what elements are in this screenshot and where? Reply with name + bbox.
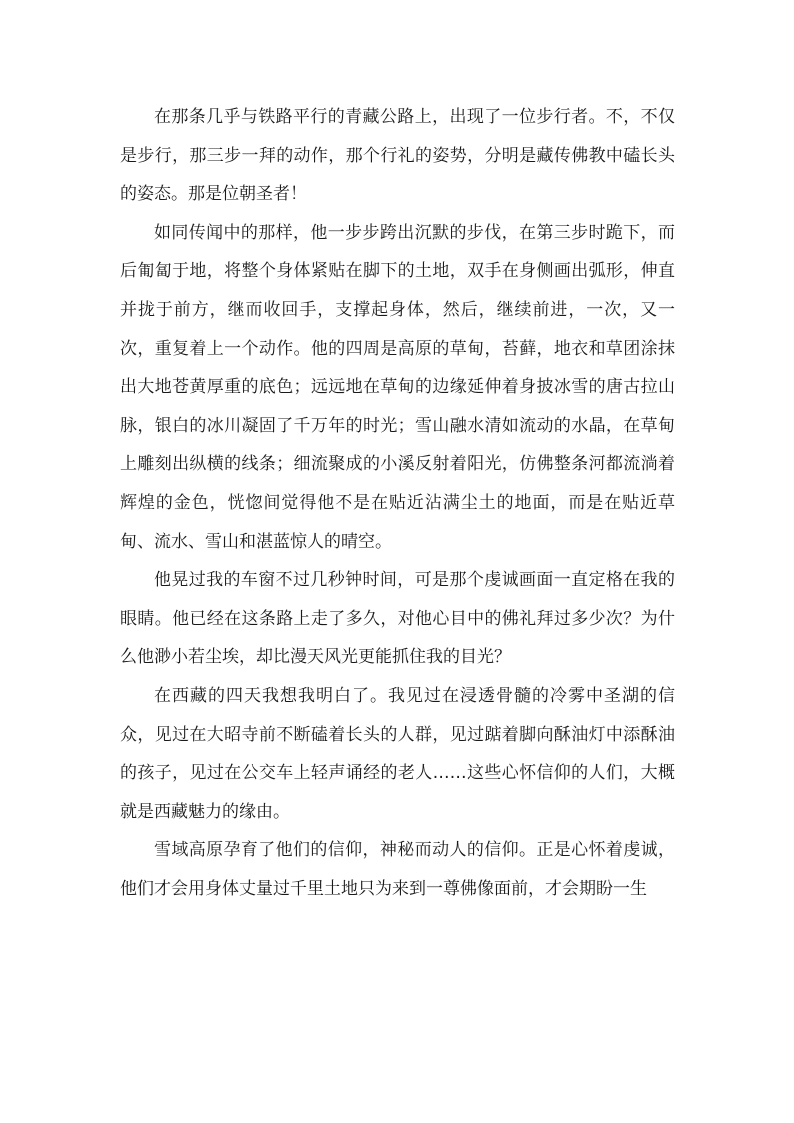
article-body — [120, 98, 675, 908]
paragraph-car-window: 他晃过我的车窗不过几秒钟时间，可是那个虔诚画面一直定格在我的眼睛。他已经在这条路上走了多久，对他心目中的佛礼拜过多少次？为什么他渺小若尘埃，却比漫天风光更能抓住我的目光？ — [120, 570, 675, 668]
paragraph-plateau-faith: 雪域高原孕育了他们的信仰，神秘而动人的信仰。正是心怀着虔诚，他们才会用身体丈量过千里土地只为来到一尊佛像面前，才会期盼一生 — [120, 840, 675, 899]
paragraph-pilgrim-sighting: 在那条几乎与铁路平行的青藏公路上，出现了一位步行者。不，不仅是步行，那三步一拜的动作，那个行礼的姿势，分明是藏传佛教中磕长头的姿态。那是位朝圣者！ — [120, 107, 675, 205]
paragraph-four-days-tibet: 在西藏的四天我想我明白了。我见过在浸透骨髓的冷雾中圣湖的信众，见过在大昭寺前不断磕着长头的人群，见过踮着脚向酥油灯中添酥油的孩子，见过在公交车上轻声诵经的老人……这些心怀信仰的人们，大概就是西藏魅力的缘由。 — [120, 685, 675, 822]
paragraph-prostration-landscape: 如同传闻中的那样，他一步步跨出沉默的步伐，在第三步时跪下，而后匍匐于地，将整个身体紧贴在脚下的土地，双手在身侧画出弧形，伸直并拢于前方，继而收回手，支撑起身体，然后，继续前进，一次，又一次，重复着上一个动作。他的四周是高原的草甸，苔藓，地衣和草团涂抹出大地苍黄厚重的底色；远远地在草甸的边缘延伸着身披冰雪的唐古拉山脉，银白的冰川凝固了千万年的时光；雪山融水清如流动的水晶，在草甸上雕刻出纵横的线条；细流聚成的小溪反射着阳光，仿佛整条河都流淌着辉煌的金色，恍惚间觉得他不是在贴近沾满尘土的地面，而是在贴近草甸、流水、雪山和湛蓝惊人的晴空。 — [120, 222, 675, 552]
